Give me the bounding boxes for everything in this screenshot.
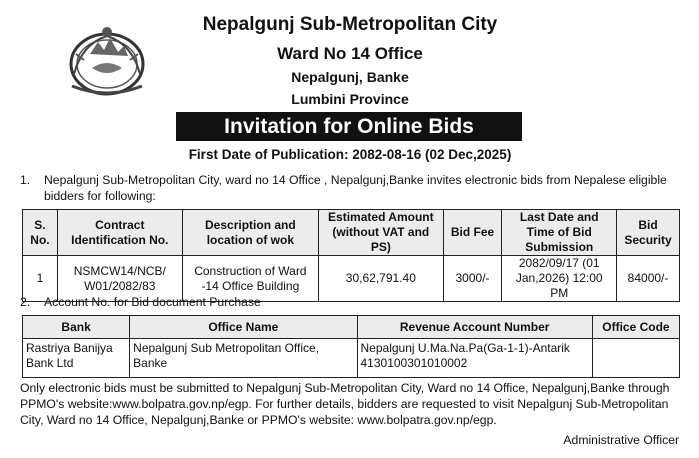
cell-last-date: 2082/09/17 (01 Jan,2026) 12:00 PM [502, 256, 617, 302]
cell-bank: Rastriya Banijya Bank Ltd [23, 339, 130, 378]
col-office-code: Office Code [592, 316, 679, 339]
col-description: Description and location of wok [182, 210, 318, 256]
ward-office: Ward No 14 Office [277, 44, 423, 63]
cell-sno: 1 [23, 256, 58, 302]
section-1-text: Nepalgunj Sub-Metropolitan City, ward no 14 Office , Nepalgunj,Banke invites electronic bids from Nepalese eligible bidders for following: [44, 173, 667, 203]
col-last-date: Last Date and Time of Bid Submission [502, 210, 617, 256]
bids-table [22, 209, 680, 302]
nepal-emblem-icon [62, 24, 152, 98]
publication-date: First Date of Publication: 2082-08-16 (02 Dec,2025) [188, 147, 512, 162]
account-table [22, 315, 680, 378]
city-name: Nepalgunj Sub-Metropolitan City [202, 14, 498, 35]
col-bank: Bank [23, 316, 130, 339]
col-revenue-account: Revenue Account Number [357, 316, 592, 339]
col-estimated-amount: Estimated Amount (without VAT and PS) [319, 210, 444, 256]
cell-office-name: Nepalgunj Sub Metropolitan Office, Banke [130, 339, 357, 378]
notice-title-banner: Invitation for Online Bids [176, 112, 522, 141]
province: Lumbini Province [291, 91, 409, 107]
cell-revenue-account: Nepalgunj U.Ma.Na.Pa(Ga-1-1)-Antarik 4130100301010002 [357, 339, 592, 378]
col-contract-id: Contract Identification No. [57, 210, 182, 256]
col-sno: S. No. [23, 210, 58, 256]
section-2-number: 2. [20, 295, 31, 309]
signature-title: Administrative Officer [563, 433, 679, 447]
cell-office-code [592, 339, 679, 378]
section-1-number: 1. [20, 173, 31, 187]
table-row [23, 339, 680, 378]
footer-instructions: Only electronic bids must be submitted to Nepalgunj Sub-Metropolitan City, Ward no 14 Office, Nepalgunj,Banke through PPMO's website:www.bolpatra.gov.np/egp. For further details, bidders are requested to visit Nepalgunj Sub-Metropolitan City, Ward no 14 Office, Nepalgunj,Banke or PPMO's website: www.bolpatra.gov.np/egp. [20, 381, 670, 427]
location: Nepalgunj, Banke [291, 69, 409, 85]
cell-estimated-amount: 30,62,791.40 [319, 256, 444, 302]
cell-contract-id: NSMCW14/NCB/ W01/2082/83 [57, 256, 182, 302]
col-bid-fee: Bid Fee [443, 210, 502, 256]
cell-bid-fee: 3000/- [443, 256, 502, 302]
col-bid-security: Bid Security [617, 210, 680, 256]
account-table-header [23, 316, 680, 339]
bids-table-header [23, 210, 680, 256]
cell-bid-security: 84000/- [617, 256, 680, 302]
col-office-name: Office Name [130, 316, 357, 339]
cell-description: Construction of Ward -14 Office Building [182, 256, 318, 302]
section-2-text: Account No. for Bid document Purchase [44, 295, 261, 309]
